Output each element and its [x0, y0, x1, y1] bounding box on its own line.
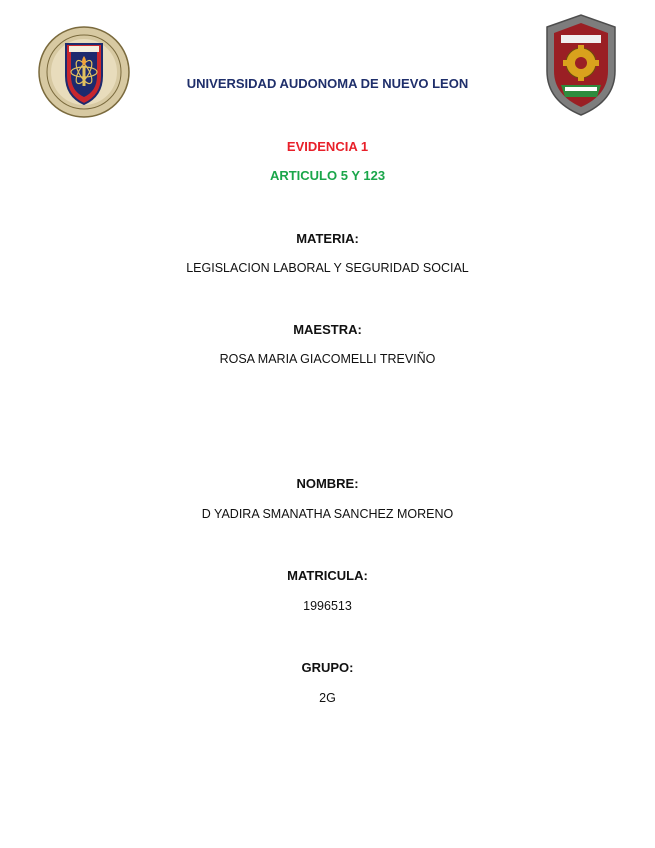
- university-title: UNIVERSIDAD AUDONOMA DE NUEVO LEON: [186, 76, 469, 91]
- topic-title: ARTICULO 5 Y 123: [269, 168, 386, 183]
- grupo-label: GRUPO:: [301, 660, 354, 675]
- matricula-label: MATRICULA:: [287, 568, 368, 583]
- grupo-value: 2G: [319, 691, 336, 705]
- evidence-title: EVIDENCIA 1: [286, 139, 369, 154]
- maestra-label: MAESTRA:: [293, 322, 362, 337]
- materia-value: LEGISLACION LABORAL Y SEGURIDAD SOCIAL: [186, 261, 469, 275]
- matricula-value: 1996513: [303, 599, 352, 613]
- maestra-value: ROSA MARIA GIACOMELLI TREVIÑO: [219, 352, 436, 366]
- uanl-seal-icon: [38, 26, 130, 118]
- nombre-label: NOMBRE:: [296, 476, 359, 491]
- nombre-value: D YADIRA SMANATHA SANCHEZ MORENO: [201, 507, 454, 521]
- materia-label: MATERIA:: [296, 231, 359, 246]
- school-crest-icon: [541, 13, 621, 117]
